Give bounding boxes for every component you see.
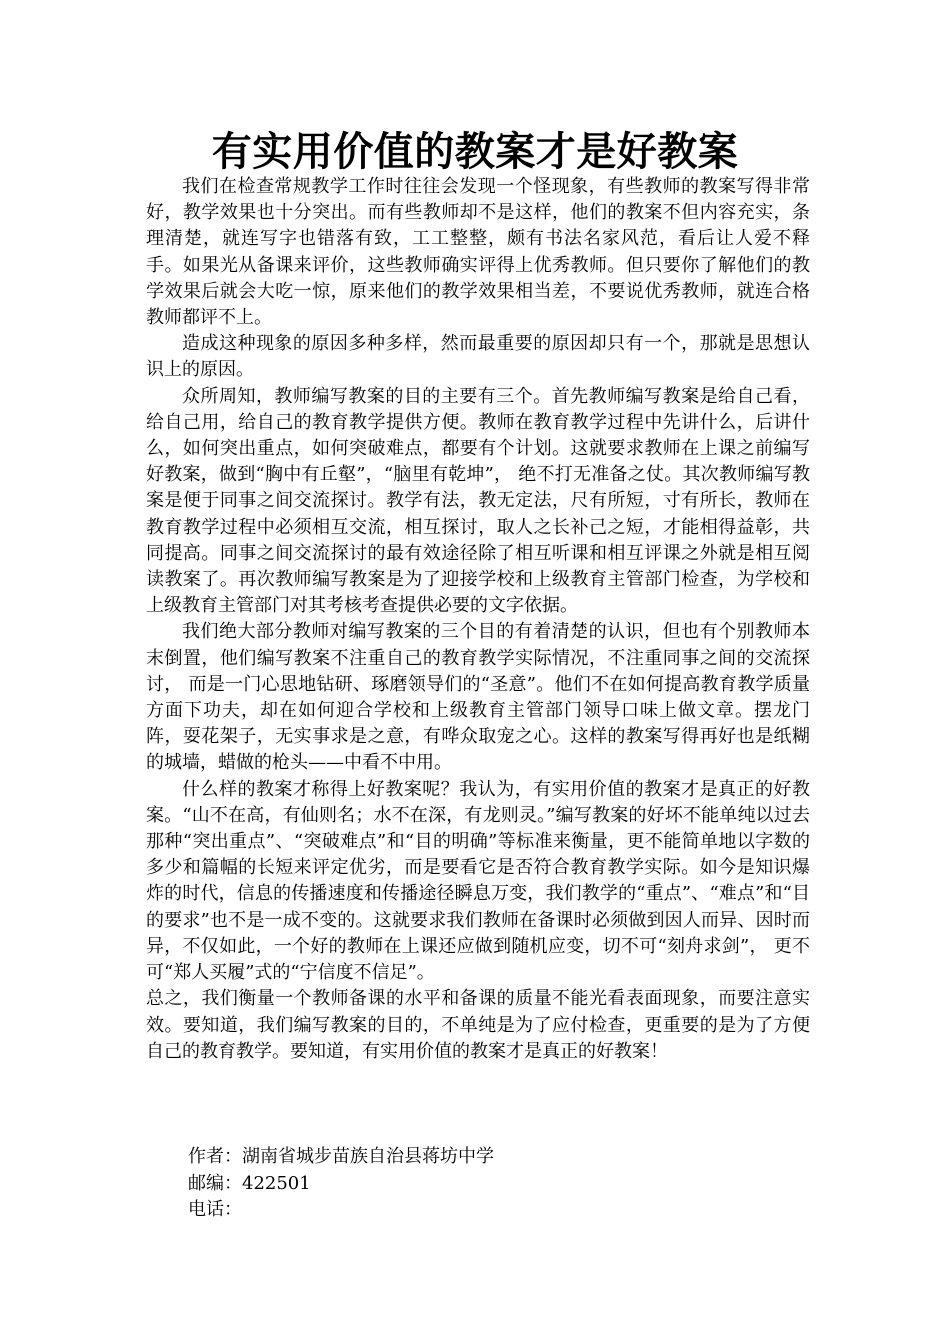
author-value: 湖南省城步苗族自治县蒋坊中学 [242, 1146, 494, 1167]
postcode-line [188, 1171, 788, 1198]
author-label: 作者： [188, 1146, 242, 1167]
phone-line [188, 1197, 788, 1224]
paragraph: 总之，我们衡量一个教师备课的水平和备课的质量不能光看表面现象，而要注意实效。要知道，我们编写教案的目的，不单纯是为了应付检查，更重要的是为了方便自己的教育教学。要知道，有实用价值的教案才是真正的好教案！ [146, 988, 810, 1062]
paragraph: 我们在检查常规教学工作时往往会发现一个怪现象，有些教师的教案写得非常好，教学效果也十分突出。而有些教师却不是这样，他们的教案不但内容充实，条理清楚，就连写字也错落有致，工工整整，颇有书法名家风范，看后让人爱不释手。如果光从备课来评价，这些教师确实评得上优秀教师。但只要你了解他们的教学效果后就会大吃一惊，原来他们的教学效果相当差，不要说优秀教师，就连合格教师都评不上。 [146, 176, 810, 329]
paragraph: 造成这种现象的原因多种多样，然而最重要的原因却只有一个，那就是思想认识上的原因。 [146, 333, 810, 381]
paragraph: 我们绝大部分教师对编写教案的三个目的有着清楚的认识，但也有个别教师本末倒置，他们编写教案不注重自己的教育教学实际情况，不注重同事之间的交流探讨， 而是一门心思地钻研、琢磨领导们的“圣意”。他们不在如何提高教育教学质量方面下功夫，却在如何迎合学校和上级教育主管部门领导口味上做文章。摆龙门阵，耍花架子，无实事求是之意，有哗众取宠之心。这样的教案写得再好也是纸糊的城墙，蜡做的枪头——中看不中用。 [146, 621, 810, 774]
paragraph: 众所周知，教师编写教案的目的主要有三个。首先教师编写教案是给自己看，给自己用，给自己的教育教学提供方便。教师在教育教学过程中先讲什么，后讲什么，如何突出重点，如何突破难点，都要有个计划。这就要求教师在上课之前编写好教案，做到“胸中有丘壑”，“脑里有乾坤”， 绝不打无准备之仗。其次教师编写教案是便于同事之间交流探讨。教学有法，教无定法，尺有所短，寸有所长，教师在教育教学过程中必须相互交流，相互探讨，取人之长补己之短，才能相得益彰，共同提高。同事之间交流探讨的最有效途径除了相互听课和相互评课之外就是相互阅读教案了。再次教师编写教案是为了迎接学校和上级教育主管部门检查，为学校和上级教育主管部门对其考核考查提供必要的文字依据。 [146, 385, 810, 617]
paragraph: 什么样的教案才称得上好教案呢？我认为，有实用价值的教案才是真正的好教案。“山不在高，有仙则名；水不在深，有龙则灵。”编写教案的好坏不能单纯以过去那种“突出重点”、“突破难点”和“目的明确”等标准来衡量，更不能简单地以字数的多少和篇幅的长短来评定优劣，而是要看它是否符合教育教学实际。如今是知识爆炸的时代，信息的传播速度和传播途径瞬息万变，我们教学的“重点”、“难点”和“目的要求”也不是一成不变的。这就要求我们教师在备课时必须做到因人而异、因时而异，不仅如此，一个好的教师在上课还应做到随机应变，切不可“刻舟求剑”， 更不可“郑人买履”式的“宁信度不信足”。 [146, 778, 810, 984]
phone-label: 电话： [188, 1199, 242, 1220]
postcode-value: 422501 [242, 1172, 311, 1194]
postcode-label: 邮编： [188, 1172, 242, 1194]
document-title: 有实用价值的教案才是好教案 [211, 129, 739, 175]
document-body [146, 174, 810, 1065]
author-line [188, 1144, 788, 1171]
author-info [188, 1144, 788, 1224]
